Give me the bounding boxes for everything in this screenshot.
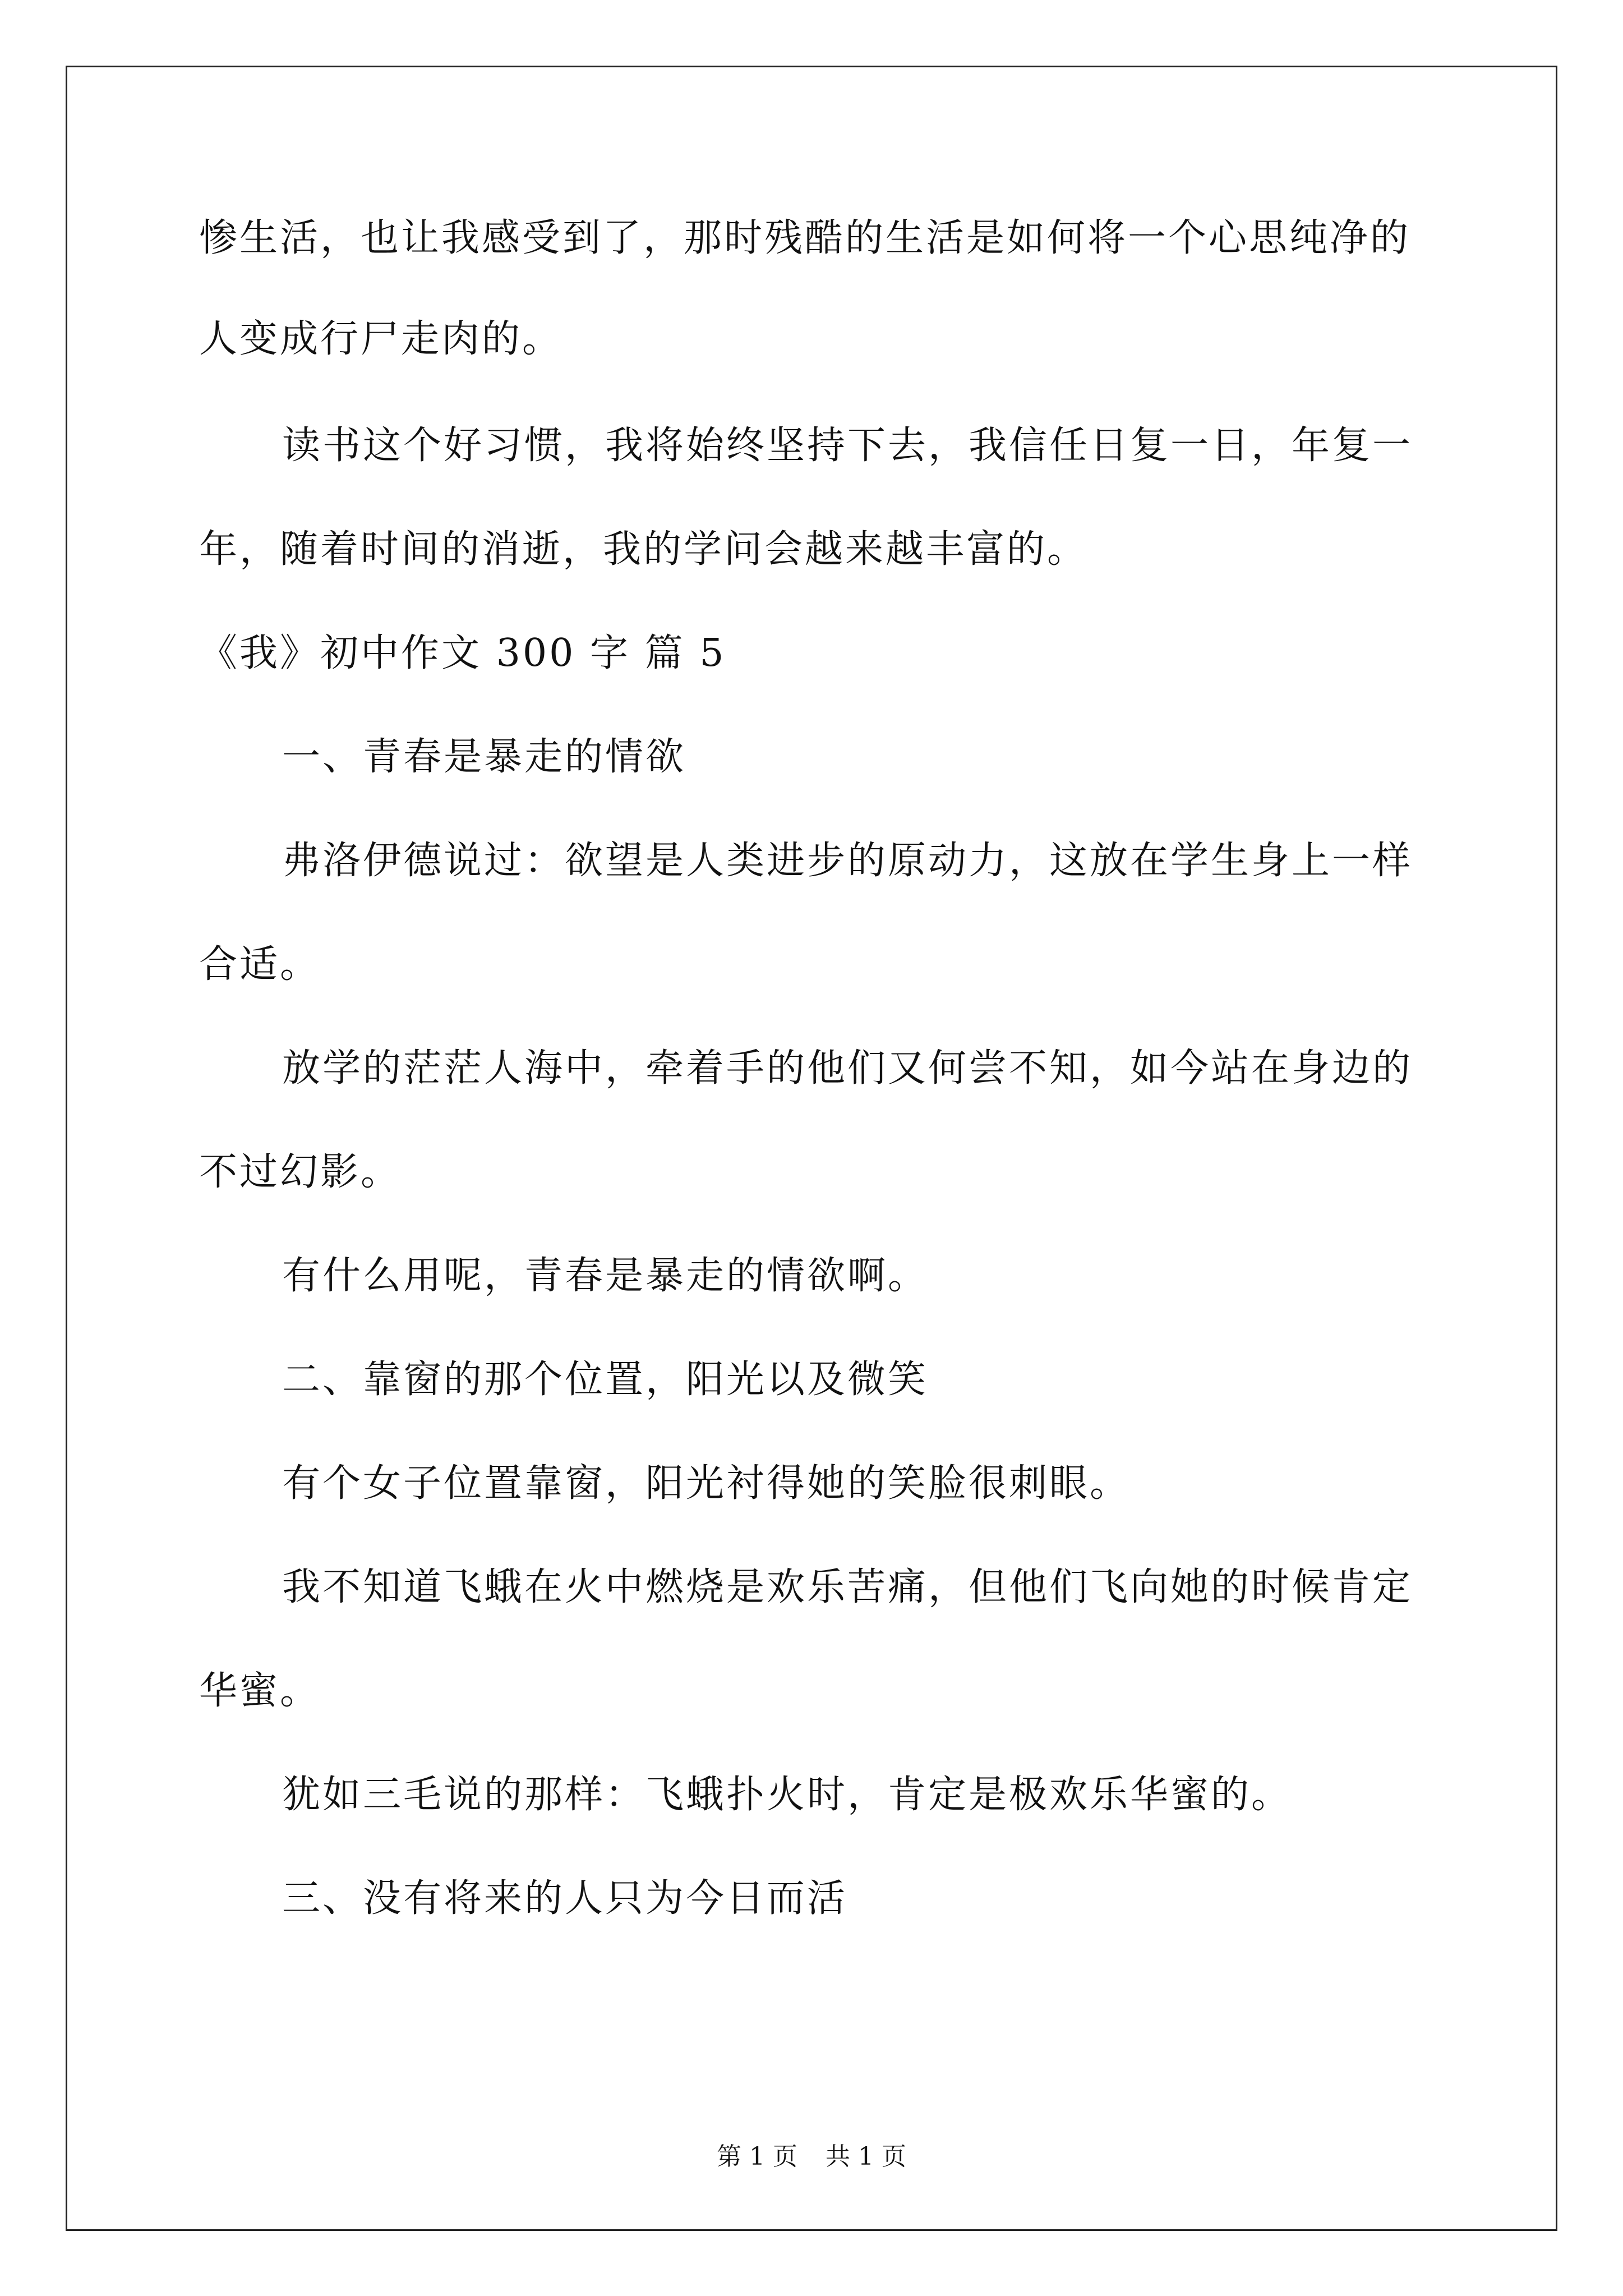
- paragraph-line: 合适。: [199, 942, 321, 987]
- page-number: 第 1 页: [717, 2142, 797, 2171]
- paragraph-line: 我不知道飞蛾在火中燃烧是欢乐苦痛，但他们飞向她的时候肯定: [282, 1565, 1413, 1609]
- paragraph-line: 人变成行尸走肉的。: [199, 317, 563, 361]
- paragraph-line: 读书这个好习惯，我将始终坚持下去，我信任日复一日，年复一: [282, 424, 1413, 468]
- paragraph-line: 华蜜。: [199, 1669, 321, 1713]
- page-total: 共 1 页: [826, 2142, 906, 2171]
- paragraph-line: 惨生活，也让我感受到了，那时残酷的生活是如何将一个心思纯净的: [199, 216, 1411, 260]
- paragraph-line: 不过幻影。: [199, 1150, 402, 1194]
- paragraph-line: 有个女子位置靠窗，阳光衬得她的笑脸很刺眼。: [282, 1461, 1131, 1506]
- paragraph-line: 弗洛伊德说过：欲望是人类进步的原动力，这放在学生身上一样: [282, 839, 1413, 883]
- subsection-heading: 二、靠窗的那个位置，阳光以及微笑: [282, 1358, 929, 1402]
- subsection-heading: 三、没有将来的人只为今日而活: [282, 1876, 848, 1921]
- page-footer: [0, 2140, 1623, 2174]
- paragraph-line: 年，随着时间的消逝，我的学问会越来越丰富的。: [199, 527, 1088, 572]
- section-heading: 《我》初中作文 300 字 篇 5: [199, 631, 726, 675]
- paragraph-line: 放学的茫茫人海中，牵着手的他们又何尝不知，如今站在身边的: [282, 1046, 1413, 1091]
- paragraph-line: 犹如三毛说的那样：飞蛾扑火时，肯定是极欢乐华蜜的。: [282, 1773, 1292, 1817]
- subsection-heading: 一、青春是暴走的情欲: [282, 735, 686, 779]
- paragraph-line: 有什么用呢，青春是暴走的情欲啊。: [282, 1254, 929, 1298]
